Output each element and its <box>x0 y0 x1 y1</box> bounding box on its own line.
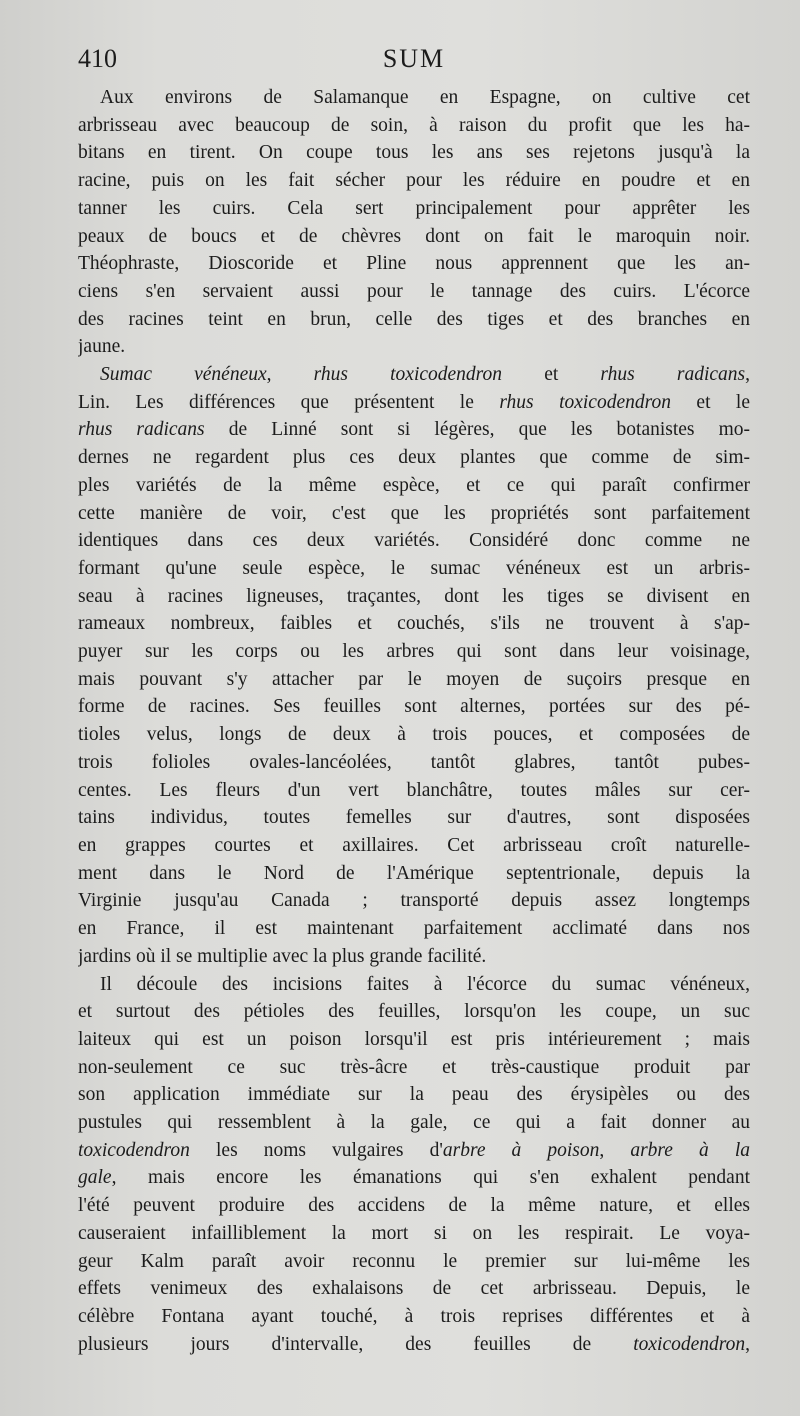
text-run: , <box>266 364 314 386</box>
running-head: SUM <box>382 44 446 73</box>
text-line: puyer sur les corps ou les arbres qui sont dans leur voisinage, <box>78 641 750 663</box>
text-line: peaux de boucs et de chèvres dont on fait le maroquin noir. <box>78 225 750 247</box>
text-line: causeraient infailliblement la mort si on les respirait. Le voya- <box>78 1222 750 1244</box>
page-number: 410 <box>78 44 117 73</box>
text-line: centes. Les fleurs d'un vert blanchâtre, toutes mâles sur cer- <box>78 779 750 801</box>
text-run: Lin. Les différences que présentent le <box>78 391 500 413</box>
italic-term: arbre à la <box>630 1139 750 1161</box>
text-line: en France, il est maintenant parfaitement acclimaté dans nos <box>78 918 750 940</box>
text-line: célèbre Fontana ayant touché, à trois reprises différentes et à <box>78 1305 750 1327</box>
italic-term: toxicodendron <box>633 1333 746 1355</box>
italic-term: rhus toxicodendron <box>313 364 503 386</box>
page-header <box>78 44 750 80</box>
text-line: trois folioles ovales-lancéolées, tantôt glabres, tantôt pubes- <box>78 751 750 773</box>
paragraph-3 <box>78 971 750 1359</box>
italic-term: rhus radicans <box>600 364 746 386</box>
text-run: les noms vulgaires d' <box>189 1139 443 1161</box>
text-line: pustules qui ressemblent à la gale, ce qui a fait donner au <box>78 1112 750 1134</box>
text-line <box>78 1164 750 1192</box>
text-run: et le <box>670 391 750 413</box>
text-line: tanner les cuirs. Cela sert principalement pour apprêter les <box>78 197 750 219</box>
text-line: Virginie jusqu'au Canada ; transporté depuis assez longtemps <box>78 890 750 912</box>
text-run: plusieurs jours d'intervalle, des feuilles de <box>78 1333 634 1355</box>
text-line: Il découle des incisions faites à l'écorce du sumac vénéneux, <box>100 973 750 995</box>
italic-term: arbre à poison <box>442 1139 600 1161</box>
text-line: son application immédiate sur la peau des érysipèles ou des <box>78 1084 750 1106</box>
text-run: , mais encore les émanations qui s'en exhalent pendant <box>111 1167 750 1189</box>
italic-term: Sumac vénéneux <box>100 364 267 386</box>
text-line: ples variétés de la même espèce, et ce qui paraît confirmer <box>78 474 750 496</box>
text-line <box>78 389 750 417</box>
text-run: , <box>599 1139 631 1161</box>
text-run: , <box>745 364 750 386</box>
italic-term: gale <box>78 1167 112 1189</box>
text-run: de Linné sont si légères, que les botanistes mo- <box>204 419 750 441</box>
text-line: racine, puis on les fait sécher pour les réduire en poudre et en <box>78 170 750 192</box>
text-line: Aux environs de Salamanque en Espagne, on cultive cet <box>100 87 750 108</box>
text-line: non-seulement ce suc très-âcre et très-caustique produit par <box>78 1056 750 1078</box>
text-line: des racines teint en brun, celle des tiges et des branches en <box>78 308 750 330</box>
paragraph-1 <box>78 84 750 361</box>
text-run: et <box>502 364 601 386</box>
text-line: tains individus, toutes femelles sur d'autres, sont disposées <box>78 807 750 829</box>
text-line <box>78 361 750 389</box>
text-line: jardins où il se multiplie avec la plus grande facilité. <box>78 945 487 967</box>
text-line: arbrisseau avec beaucoup de soin, à raison du profit que les ha- <box>78 114 750 136</box>
text-line: laiteux qui est un poison lorsqu'il est pris intérieurement ; mais <box>78 1028 750 1050</box>
text-line: cette manière de voir, c'est que les propriétés sont parfaitement <box>78 502 750 524</box>
italic-term: rhus toxicodendron <box>499 391 671 413</box>
text-line: tioles velus, longs de deux à trois pouces, et composées de <box>78 724 750 746</box>
text-line: l'été peuvent produire des accidens de la même nature, et elles <box>78 1195 750 1217</box>
text-line: rameaux nombreux, faibles et couchés, s'ils ne trouvent à s'ap- <box>78 613 750 635</box>
text-line: en grappes courtes et axillaires. Cet arbrisseau croît naturelle- <box>78 834 750 856</box>
text-line: mais pouvant s'y attacher par le moyen de suçoirs presque en <box>78 668 750 690</box>
text-line: Théophraste, Dioscoride et Pline nous apprennent que les an- <box>78 253 750 275</box>
text-line: seau à racines ligneuses, traçantes, dont les tiges se divisent en <box>78 585 750 607</box>
text-line: ciens s'en servaient aussi pour le tannage des cuirs. L'écorce <box>78 280 750 302</box>
text-line: forme de racines. Ses feuilles sont alternes, portées sur des pé- <box>78 696 750 718</box>
text-line: dernes ne regardent plus ces deux plantes que comme de sim- <box>78 447 750 469</box>
text-line: formant qu'une seule espèce, le sumac vénéneux est un arbris- <box>78 557 750 579</box>
italic-term: rhus radicans <box>78 419 205 441</box>
italic-term: toxicodendron <box>78 1139 190 1161</box>
text-run: , <box>745 1333 750 1355</box>
text-line: geur Kalm paraît avoir reconnu le premier sur lui-même les <box>78 1250 750 1272</box>
text-line: effets venimeux des exhalaisons de cet arbrisseau. Depuis, le <box>78 1278 750 1300</box>
paragraph-2 <box>78 361 750 970</box>
text-line <box>78 1137 750 1165</box>
text-line: identiques dans ces deux variétés. Considéré donc comme ne <box>78 530 750 552</box>
body-text <box>78 84 750 1358</box>
text-line: ment dans le Nord de l'Amérique septentrionale, depuis la <box>78 862 750 884</box>
text-line: bitans en tirent. On coupe tous les ans ses rejetons jusqu'à la <box>78 142 750 164</box>
text-line <box>78 416 750 444</box>
text-line <box>78 1331 750 1359</box>
text-line: jaune. <box>78 336 126 358</box>
text-line: et surtout des pétioles des feuilles, lorsqu'on les coupe, un suc <box>78 1001 750 1023</box>
